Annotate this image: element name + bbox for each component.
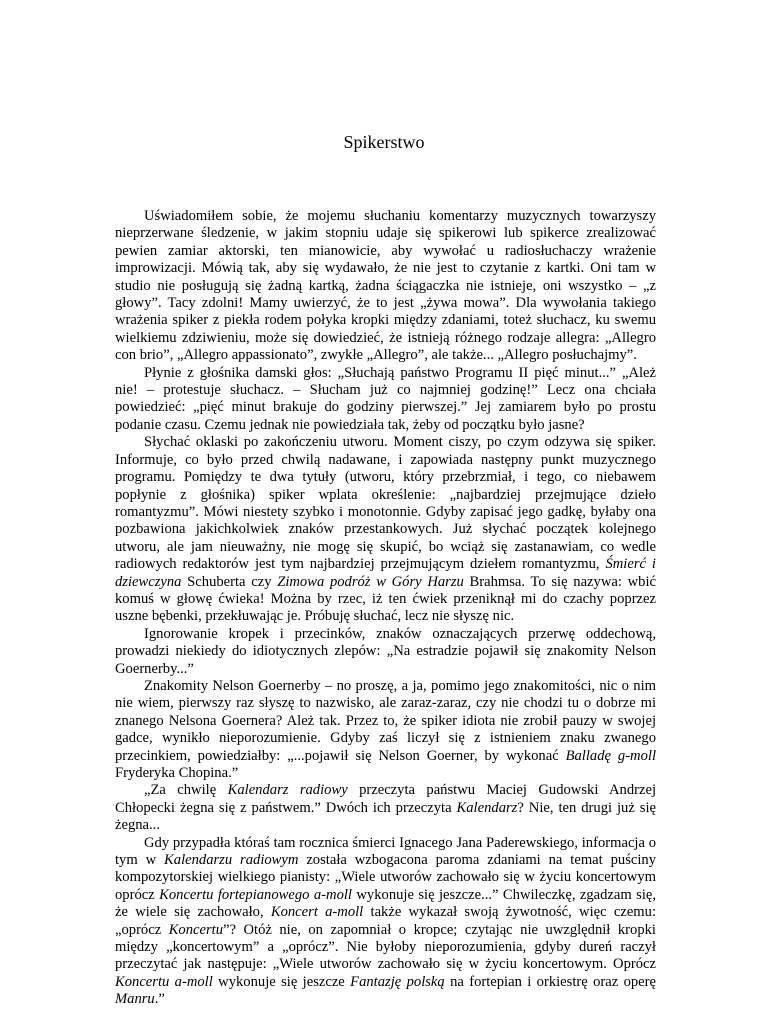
italic-title: Balladę g-moll [565, 747, 656, 764]
paragraph [115, 782, 656, 834]
text-run: została wzbogacona paroma zdaniami na temat puściny kompozytorskiej wielkiego pianisty: „Wiele utworów zachowało się w życiu koncertowym oprócz [115, 852, 657, 903]
italic-title: Kalendarz [456, 799, 518, 816]
page-title: Spikerstwo [343, 132, 425, 152]
text-run: na fortepian i orkiestrę oraz operę [444, 973, 656, 990]
italic-title: Zimowa podróż w Góry Harzu [277, 573, 464, 590]
text-run: Ignorowanie kropek i przecinków, znaków oznaczających przerwę oddechową, prowadzi niekiedy do idiotycznych zlepów: „Na estradzie pojawił się znakomity Nelson Goernerby...” [115, 625, 656, 677]
text-run: „Za chwilę [144, 782, 228, 799]
italic-title: Kalendarzu radiowym [164, 852, 299, 869]
document-body [115, 208, 656, 1009]
italic-title: Śmierć i dziewczyna [115, 556, 656, 590]
paragraph [115, 626, 656, 678]
italic-title: Koncertu fortepianowego a-moll [159, 886, 352, 903]
text-run: Znakomity Nelson Goernerby – no proszę, a ja, pomimo jego znakomitości, nic o nim nie wiem, pierwszy raz słyszę to nazwisko, ale zaraz-zaraz, czy nie chodzi tu o dobrze mi znanego Nelsona Goernera? Ależ tak. Przez to, że spiker idiota nie zrobił pauzy w swojej gadce, wynikło nieporozumienie. Gdyby zaś liczył się z istnieniem znaku zwanego przecinkiem, powiedziałby: „...pojawił się Nelson Goerner, by wykonać [115, 677, 656, 764]
paragraph [115, 434, 656, 625]
text-run: ? Nie, ten drugi już się żegna... [115, 799, 656, 834]
text-run: Płynie z głośnika damski głos: „Słuchają państwo Programu II pięć minut...” „Ależ nie! – protestuje słuchacz. – Słucham już co najmniej godzinę!” Lecz ona chciała powiedzieć: „pięć minut brakuje do godziny pierwszej.” Jej zamiarem było po prostu podanie czasu. Czemu jednak nie powiedziała tak, żeby od początku było jasne? [115, 364, 656, 433]
text-run: Schuberta czy [181, 573, 278, 590]
italic-title: Koncertu a-moll [115, 973, 213, 990]
text-run: Fryderyka Chopina.” [115, 765, 239, 781]
text-run: wykonuje się jeszcze...” Chwileczkę, zgadzam się, że wiele się zachowało, [115, 886, 657, 921]
text-run: Brahmsa. To się nazywa: wbić komuś w głowę ćwieka! Można by rzec, iż ten ćwiek przeniknął mi do czachy poprzez uszne bębenki, przekłuwając je. Próbuję słuchać, lecz nie słyszę nic. [115, 573, 656, 625]
paragraph [115, 365, 656, 435]
text-run: Słychać oklaski po zakończeniu utworu. Moment ciszy, po czym odzywa się spiker. Informuje, co było przed chwilą nadawane, i zapowiada następny punkt muzycznego programu. Pomiędzy te dwa tytuły (utworu, który przebrzmiał, i tego, co niebawem popłynie z głośnika) spiker wplata określenie: „najbardziej przejmujące dzieło romantyzmu”. Mówi niestety szybko i monotonnie. Gdyby zapisać jego gadkę, byłaby ona pozbawiona jakichkolwiek znaków przestankowych. Już słychać początek kolejnego utworu, ale jam nieuważny, nie mogę się skupić, bo wciąż się zastanawiam, co wedle radiowych redaktorów jest tym najbardziej przejmującym dziełem romantyzmu, [115, 434, 656, 573]
italic-title: Manru [115, 991, 155, 1008]
text-run: ”? Otóż nie, on zapomniał o kropce; czytając nie uwzględnił kropki między „koncertowym” a „oprócz”. Nie byłoby nieporozumienia, gdyby dureń raczył przeczytać jak następuje: „Wiele utworów zachowało się w życiu koncertowym. Oprócz [115, 921, 656, 973]
text-run: wykonuje się jeszcze [212, 973, 351, 990]
italic-title: Koncertu [168, 921, 224, 938]
italic-title: Koncert a-moll [270, 904, 364, 921]
italic-title: Fantazję polską [350, 973, 445, 990]
text-run: .” [154, 991, 165, 1008]
text-run: Gdy przypadła któraś tam rocznica śmierci Ignacego Jana Paderewskiego, informacja o tym w [115, 834, 656, 869]
paragraph [115, 208, 656, 365]
text-run: przeczyta państwu Maciej Gudowski Andrzej Chłopecki żegna się z państwem.” Dwóch ich przeczyta [115, 782, 656, 816]
paragraph [115, 835, 656, 1009]
text-run: Uświadomiłem sobie, że mojemu słuchaniu komentarzy muzycznych towarzyszy nieprzerwane śledzenie, w jakim stopniu udaje się spikerowi lub spikerce zrealizować pewien zamiar aktorski, ten mianowicie, aby wywołać u radiosłuchaczy wrażenie improwizacji. Mówią tak, aby się wydawało, że nie jest to czytanie z kartki. Oni tam w studio nie posługują się żadną kartką, żadna ściągaczka nie istnieje, oni wszystko – „z głowy”. Tacy zdolni! Mamy uwierzyć, że to jest „żywa mowa”. Dla wywołania takiego wrażenia spiker z piekła rodem połyka kropki między zdaniami, toteż słuchacz, ku swemu wielkiemu zdziwieniu, może się dowiedzieć, że istnieją różnego rodzaje allegra: „Allegro con brio”, „Allegro appassionato”, zwykłe „Allegro”, ale także... „Allegro posłuchajmy”. [115, 208, 656, 364]
italic-title: Kalendarz radiowy [227, 782, 348, 799]
paragraph [115, 678, 656, 782]
text-run: także wykazał swoją żywotność, więc czemu: „oprócz [115, 904, 657, 938]
